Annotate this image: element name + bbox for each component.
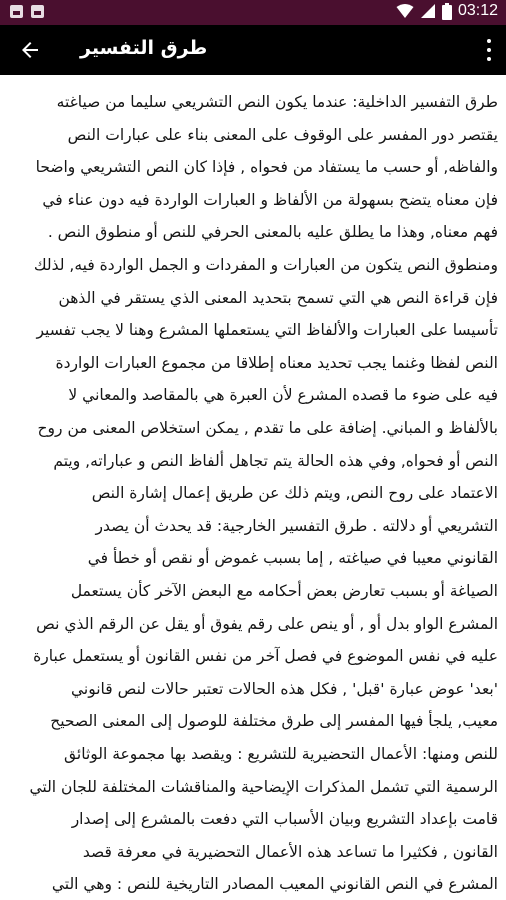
text-line: فإن معناه يتضح بسهولة من الألفاظ و العبارات الواردة فيه دون عناء في xyxy=(42,190,498,209)
notification-icon xyxy=(31,5,44,18)
text-line: يقتصر دور المفسر على الوقوف على المعنى بناء على عبارات النص xyxy=(67,125,498,144)
text-line: القانون , فكثيرا ما تساعد هذه الأعمال التحضيرية في معرفة قصد xyxy=(82,842,498,861)
text-line: النص أو فحواه, وفي هذه الحالة يتم تجاهل ألفاظ النص و عباراته, ويتم xyxy=(53,451,498,470)
image-icon xyxy=(10,5,23,18)
text-line: معيب, يلجأ فيها المفسر إلى طرق مختلفة للوصول إلى المعنى الصحيح xyxy=(50,712,498,731)
status-bar xyxy=(0,0,506,25)
page-title: طرق التفسير xyxy=(80,37,208,59)
text-line: بالألفاظ و المباني. إضافة على ما تقدم , يمكن استخلاص المعنى من روح xyxy=(37,419,498,437)
text-line: فيه على ضوء ما قصده المشرع لأن العبرة هي بالمقاصد والمعاني لا xyxy=(68,386,498,405)
text-line: الاعتماد على روح النص, ويتم ذلك عن طريق إعمال إشارة النص xyxy=(91,484,498,503)
signal-icon xyxy=(420,3,436,19)
app-bar xyxy=(0,25,506,75)
text-line: للنص ومنها: الأعمال التحضيرية للتشريع : ويقصد بها مجموعة الوثائق xyxy=(63,745,498,763)
text-line: ومنطوق النص يتكون من العبارات و المفردات و الجمل الواردة فيه, لذلك xyxy=(33,256,498,274)
text-line: فإن قراءة النص هي التي تسمح بتحديد المعنى الذي يستقر في الذهن xyxy=(58,288,498,307)
text-line: المشرع في النص القانوني المعيب المصادر التاريخية للنص : وهي التي xyxy=(51,875,498,894)
article-body xyxy=(0,75,506,900)
text-line: قامت بإعداد التشريع وبيان الأسباب التي دفعت بالمشرع إلى إصدار xyxy=(71,810,498,829)
text-line: التشريعي أو دلالته . طرق التفسير الخارجية: قد يحدث أن يصدر xyxy=(95,516,498,535)
text-line: الرسمية التي تشمل المذكرات الإيضاحية والمناقشات المختلفة للجان التي xyxy=(29,777,498,796)
text-line: تأسيسا على العبارات والألفاظ التي يستعملها المشرع وهنا لا يجب تفسير xyxy=(36,321,498,340)
text-line: المشرع الواو بدل أو , أو ينص على رقم يفوق أو يقل عن الرقم الذي نص xyxy=(36,614,498,633)
more-vert-icon[interactable] xyxy=(486,39,492,61)
text-line: 'بعد' عوض عبارة 'قبل' , فكل هذه الحالات تعتبر حالات لنص قانوني xyxy=(70,679,498,698)
text-line: عليه في نفس الموضوع في فصل آخر من نفس القانون أو يستعمل عبارة xyxy=(33,647,498,666)
arrow-back-icon[interactable] xyxy=(18,38,42,62)
text-line: فهم معناه, وهذا ما يطلق عليه بالمعنى الحرفي للنص أو منطوق النص . xyxy=(47,223,498,242)
text-line: النص لفظا وغنما يجب تحديد معناه إطلاقا من مجموع العبارات الواردة xyxy=(55,353,498,372)
wifi-icon xyxy=(396,3,414,19)
status-time: 03:12 xyxy=(457,2,498,19)
battery-icon xyxy=(442,3,452,20)
text-line: القانوني معيبا في صياغته , إما بسبب غموض أو نقص أو خطأ في xyxy=(87,549,498,568)
text-line: الصياغة أو بسبب تعارض بعض أحكامه مع البعض الآخر كأن يستعمل xyxy=(70,582,498,600)
text-line: طرق التفسير الداخلية: عندما يكون النص التشريعي سليما من صياغته xyxy=(56,93,498,111)
text-line: والفاظه, أو حسب ما يستفاد من فحواه , فإذا كان النص التشريعي واضحا xyxy=(35,158,498,177)
